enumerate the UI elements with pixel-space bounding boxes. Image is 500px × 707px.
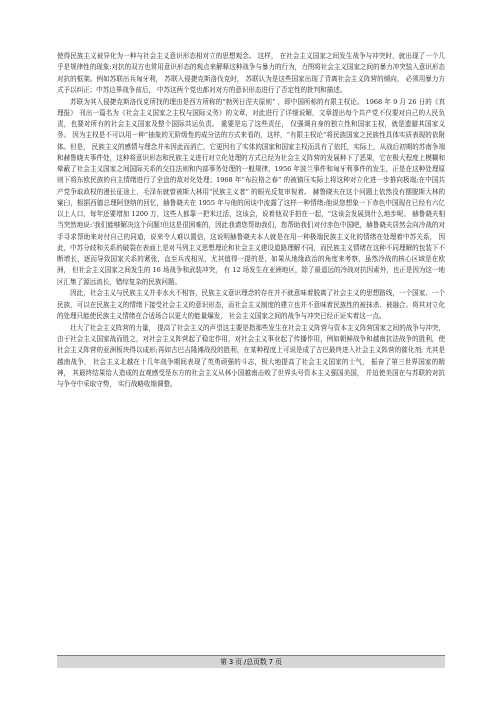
- total-pages-label: /总页数: [244, 658, 267, 666]
- paragraph: 使得民族主义被异化为一种与社会主义意识形态相对立的思想观念。 这样， 在社会主义国家之间发生战争与冲突时，就出现了一个几乎是规律性的现象:对抗的双方也常用意识形态的观点来解释这种战争与暴力的行为，力图将社会主义国家之间的暴力冲突装入意识形态对抗的框架。例如苏联出兵匈牙利， 苏联入侵捷克斯洛伐克时， 苏联认为是这些国家出现了背离社会主义阵营的倾向， 必须用暴力方式予以纠正；中苏边界战争前后， 中苏这两个党也都对对方的意识形态进行了否定性的批判和描述。: [57, 52, 445, 94]
- page-label-prefix: 第: [220, 658, 227, 666]
- page-label-suffix: 页: [235, 658, 243, 666]
- page-footer: [57, 655, 445, 668]
- paragraph: 因此，社会主义与民族主义并非水火不相容，民族主义意识理念的存在并不就意味着脱离了社会主义的思想路线，一个国家、一个民族，可以在民族主义的情绪下接受社会主义的意识形态，而社会主义制度的建立也并不意味着民族性的被抹杀、被融合。将其对立化的处理只能使民族主义情绪在合适场合以更大的能量爆发， 社会主义国家之间的战争与冲突已经正证实着这一点。: [57, 289, 445, 320]
- total-pages-suffix: 页: [275, 658, 282, 666]
- paragraph: 苏联为其入侵捷克斯洛伐克所找的理由是西方所称的“勃列日涅夫原则” ，即中国所称的有限主权论。 1968 年 9 月 26 日的《真理报》 刊出一篇名为《社会主义国家之主权与国际义务》的文章，对此进行了详细说解，文章提出每个共产党不仅要对自己的人民负责，也要对所有的社会主义国家及整个国际共运负责。 重要是忘了这些责任， 仅强调自身的独立性和国家主权，就是遗避其国家义务。 因为主权是不可以用一种“抽象的无阶级性的成分法的方式来看的，这样，“有限主权论”将民族国家之民族性具体实质表现的依附体。但是， 民族主义的感情与理念并未因此而消亡，它更因有了实体的国家和国家主权而具有了依托，实际上，从战后初期的苏南争端和赫鲁晓夫事件处，这种将意识形态和民族主义进行对立化处理的方式已经为社会主义阵营的发展种下了恶果，它在极大程度上模糊和晕蔽了社会主义国家之间国际关系的交往法则和内部事务处理的一般规律，1956 年波兰事件和匈牙利事件的发生，正是在这种处理原则下将东欧民族的自主情绪进行了全盘的敌对化处理；1968 年“布拉格之春” 的被镇压实际上将这种对立化进一步推向极端;在中国共产党争取政权的漫长征途上，毛泽东就曾被斯大林用“民族主义者” 的眼光反复审视着。 赫鲁晓夫在这个问题上依然没有摆脱斯大林的窠臼，根据西德总理阿登纳的回忆，赫鲁晓夫在 1955 年与他的闲谈中流露了这样一种情绪:他说您想象一下赤色中国现在已经有六亿以上人口，每年还要增加 1200 万，这些人都靠一把米过活，这该会，说着他双手拍在一起，“这该会发展到什么地步呢。 赫鲁晓夫相当突然地说:‘我们能够解决这个问题!但这是很困难的，因此我请您帮助我们，您帮助我们对付赤色中国吧，赫鲁晓夫居然会向冷战的对手寻求帮助来对付自己的同道，说来令人难以置信，这说明赫鲁晓夫本人就是在用一种极端民族主义化的情绪在处理着中苏关系， 因此，中苏分歧和关系的破裂在表面上是对马列主义思想理论和社会主义建设道路理解不同，而民族主义情绪在这种不同理解的包装下不断增长，逐而导致国家关系的紧张，直至兵戎相见，尤其值得一提的是，如果从地缘政治的角度来考察，虽然冷战的核心区域是在欧洲， 但社会主义国家之间发生的 16 场战争和武装冲突， 有 12 场发生在亚洲地区，除了最遥远的冷战对抗因素外，也正是因为这一地区汇集了源远流长，错综复杂的民族问题。: [57, 97, 445, 286]
- document-body: [57, 51, 445, 391]
- page-number: 3: [228, 658, 234, 666]
- paragraph: 壮大了社会主义阵营的力量， 提高了社会主义的声望这主要是指那些发生在社会主义阵营与资本主义阵营国家之间的战争与冲突， 由于社会主义国家战而胜之，对社会主义阵营起了稳定作用，对社会主义事业起了传播作用，例如朝鲜战争和越南抗法战争的胜利，使社会主义阵营的亚洲板块得以成形;再如古巴吉隆滩战役的胜利，在某种程度上可说是成了古巴最终进入社会主义阵营的催化剂; 尤其是越南战争， 社会主义北越在十几年战争期间表现了英勇顽强的斗志，极大地提高了社会主义国家的士气， 振奋了第三世界国家的精神， 其最终结果给人造成的直观感受是东方的社会主义从林小国越南击败了世界头号资本主义强国美国， 并迫使美国在与苏联的对抗与争夺中采取守势， 实行战略收缩调整。: [57, 323, 445, 389]
- total-pages: 7: [268, 658, 274, 666]
